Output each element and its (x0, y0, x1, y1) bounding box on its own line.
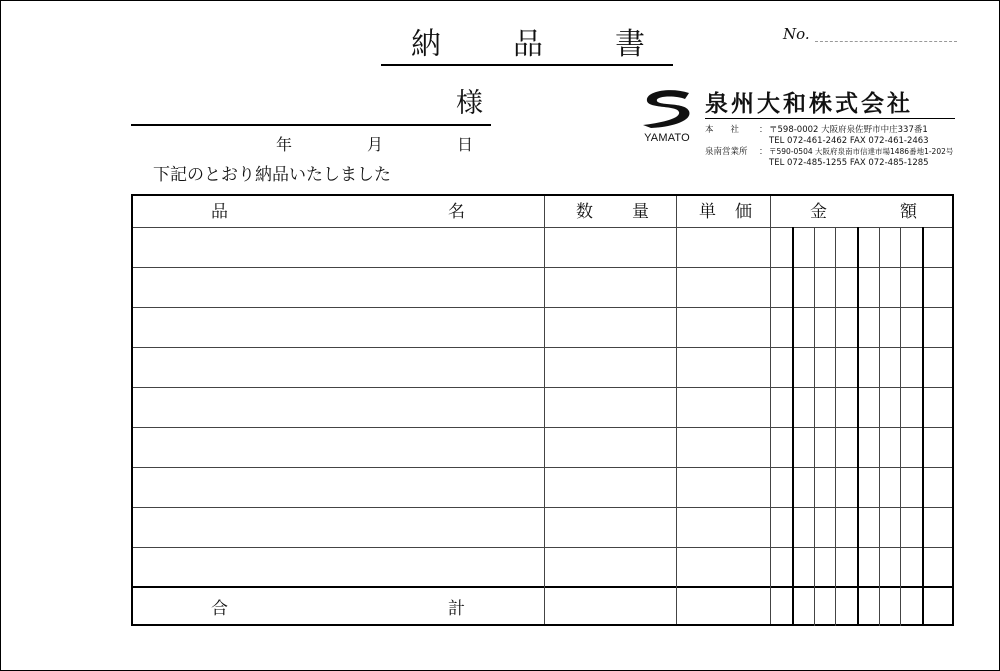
row-divider (133, 307, 952, 308)
document-title (381, 27, 673, 63)
column-divider (770, 196, 771, 624)
honorific-sama: 様 (456, 88, 483, 119)
header-item-char: 名 (448, 202, 465, 222)
company-rule (705, 118, 955, 119)
branch-tel-fax: TEL 072-485-1255 FAX 072-485-1285 (769, 158, 929, 168)
row-divider (133, 227, 952, 228)
date-month-label: 月 (367, 135, 384, 154)
amount-digit-divider (879, 227, 880, 626)
date-year-label: 年 (276, 135, 293, 154)
total-label-char: 合 (211, 599, 228, 619)
title-underline (381, 64, 673, 66)
slip-number-label: No. (783, 25, 810, 43)
logo-wordmark: YAMATO (644, 132, 690, 144)
amount-digit-divider (922, 227, 924, 626)
row-divider (133, 427, 952, 428)
title-char: 納 (411, 27, 441, 62)
header-item-char: 品 (211, 202, 228, 222)
yamato-logo-icon (641, 89, 693, 129)
header-qty-char: 量 (632, 202, 649, 222)
header-amount-char: 金 (810, 202, 827, 222)
column-divider (676, 196, 677, 624)
branch-address: 〒590-0504 大阪府泉南市信達市場1486番地1-202号 (769, 147, 954, 156)
company-name: 泉州大和株式会社 (705, 91, 913, 117)
row-divider (133, 467, 952, 468)
column-divider (544, 196, 545, 624)
head-office-label: 本 社 (705, 125, 740, 135)
head-office-tel-fax: TEL 072-461-2462 FAX 072-461-2463 (769, 136, 929, 146)
header-amount-char: 額 (900, 202, 917, 222)
delivery-items-table (131, 194, 954, 626)
intro-text: 下記のとおり納品いたしました (153, 165, 391, 185)
amount-digit-divider (900, 227, 901, 626)
row-divider (133, 507, 952, 508)
date-day-label: 日 (457, 135, 474, 154)
addr-colon: ： (759, 125, 768, 135)
total-divider (133, 586, 952, 588)
row-divider (133, 547, 952, 548)
header-unit-price-char: 単 (699, 202, 716, 222)
title-char: 品 (513, 27, 543, 62)
slip-number-field[interactable] (815, 41, 957, 42)
head-office-address: 〒598-0002 大阪府泉佐野市中庄337番1 (769, 125, 928, 135)
branch-label: 泉南営業所 (705, 147, 748, 157)
row-divider (133, 267, 952, 268)
row-divider (133, 387, 952, 388)
amount-digit-divider (814, 227, 815, 626)
header-qty-char: 数 (576, 202, 593, 222)
row-divider (133, 347, 952, 348)
header-unit-price-char: 価 (735, 202, 752, 222)
amount-digit-divider (835, 227, 836, 626)
title-char: 書 (615, 27, 645, 62)
addr-colon: ： (759, 147, 768, 157)
customer-name-field[interactable] (131, 124, 491, 126)
total-label-char: 計 (448, 599, 465, 619)
amount-digit-divider (857, 227, 859, 626)
amount-digit-divider (792, 227, 794, 626)
